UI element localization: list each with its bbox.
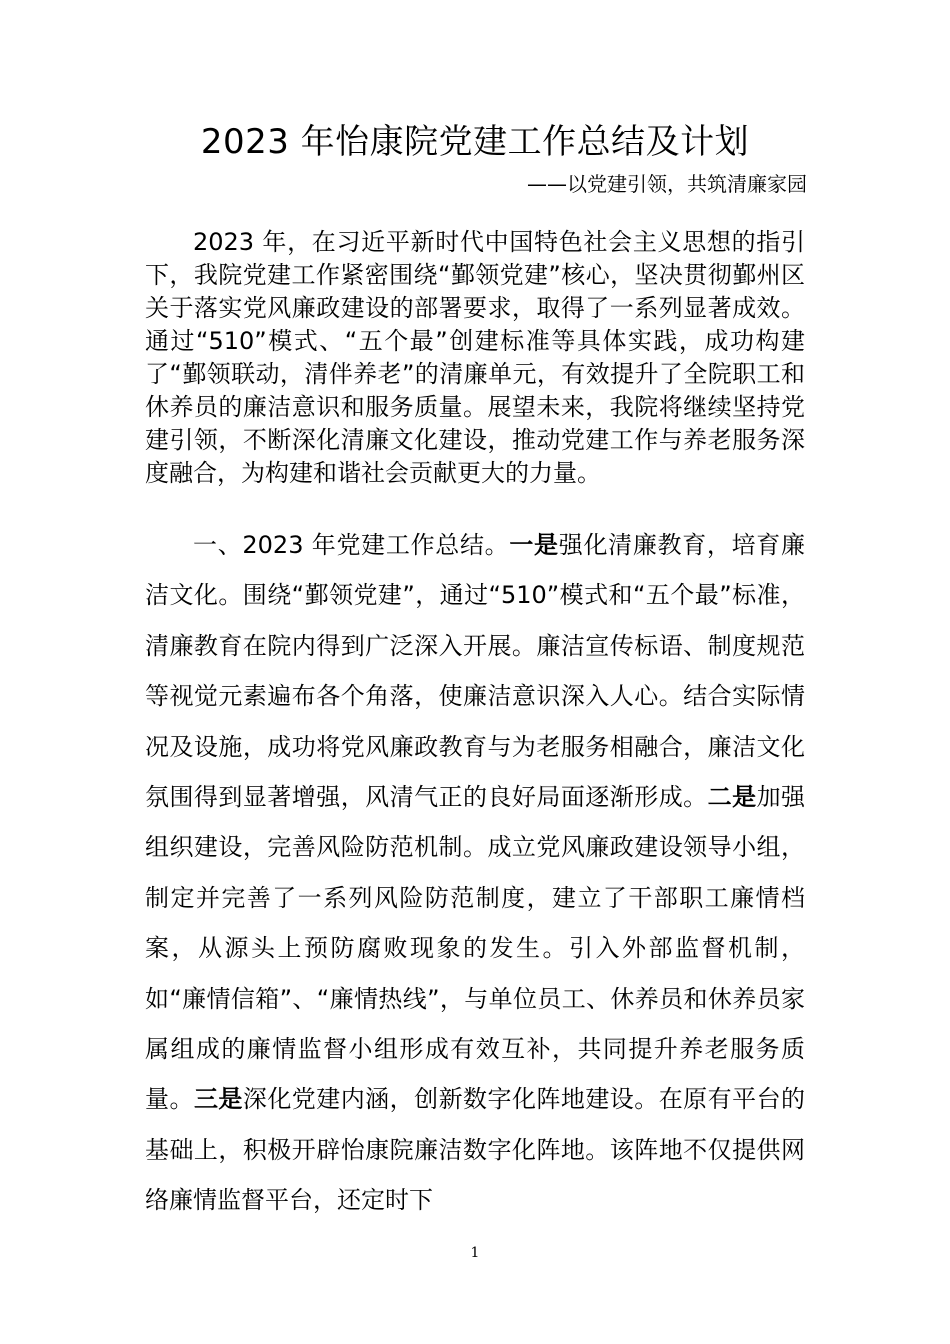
section-one-block bbox=[145, 520, 805, 1226]
point-one-label: 一是 bbox=[509, 531, 559, 559]
document-subtitle: ——以党建引领，共筑清廉家园 bbox=[527, 172, 807, 196]
point-two-text: 加强组织建设，完善风险防范机制。成立党风廉政建设领导小组，制定并完善了一系列风险防范制度，建立了干部职工廉情档案，从源头上预防腐败现象的发生。引入外部监督机制，如“廉情信箱”、“廉情热线”，与单位员工、休养员和休养员家属组成的廉情监督小组形成有效互补，共同提升养老服务质量。 bbox=[145, 783, 806, 1114]
intro-block bbox=[145, 226, 805, 490]
page-number: 1 bbox=[470, 1245, 480, 1261]
point-two-label: 二是 bbox=[707, 783, 757, 812]
intro-paragraph: 2023 年，在习近平新时代中国特色社会主义思想的指引下，我院党建工作紧密围绕“鄞领党建”核心，坚决贯彻鄞州区关于落实党风廉政建设的部署要求，取得了一系列显著成效。通过“510”模式、“五个最”创建标准等具体实践，成功构建了“鄞领联动，清伴养老”的清廉单元，有效提升了全院职工和休养员的廉洁意识和服务质量。展望未来，我院将继续坚持党建引领，不断深化清廉文化建设，推动党建工作与养老服务深度融合，为构建和谐社会贡献更大的力量。 bbox=[145, 228, 805, 487]
point-one-text: 强化清廉教育，培育廉洁文化。围绕“鄞领党建”，通过“510”模式和“五个最”标准，清廉教育在院内得到广泛深入开展。廉洁宣传标语、制度规范等视觉元素遍布各个角落，使廉洁意识深入人心。结合实际情况及设施，成功将党风廉政教育与为老服务相融合，廉洁文化氛围得到显著增强，风清气正的良好局面逐渐形成。 bbox=[145, 531, 806, 812]
section-one-heading: 一、2023 年党建工作总结。 bbox=[193, 531, 510, 559]
document-title: 2023 年怡康院党建工作总结及计划 bbox=[200, 122, 750, 162]
point-three-label: 三是 bbox=[193, 1085, 243, 1114]
section-one-paragraph bbox=[145, 520, 805, 1226]
point-three-text: 深化党建内涵，创新数字化阵地建设。在原有平台的基础上，积极开辟怡康院廉洁数字化阵地。该阵地不仅提供网络廉情监督平台，还定时下 bbox=[145, 1085, 806, 1215]
